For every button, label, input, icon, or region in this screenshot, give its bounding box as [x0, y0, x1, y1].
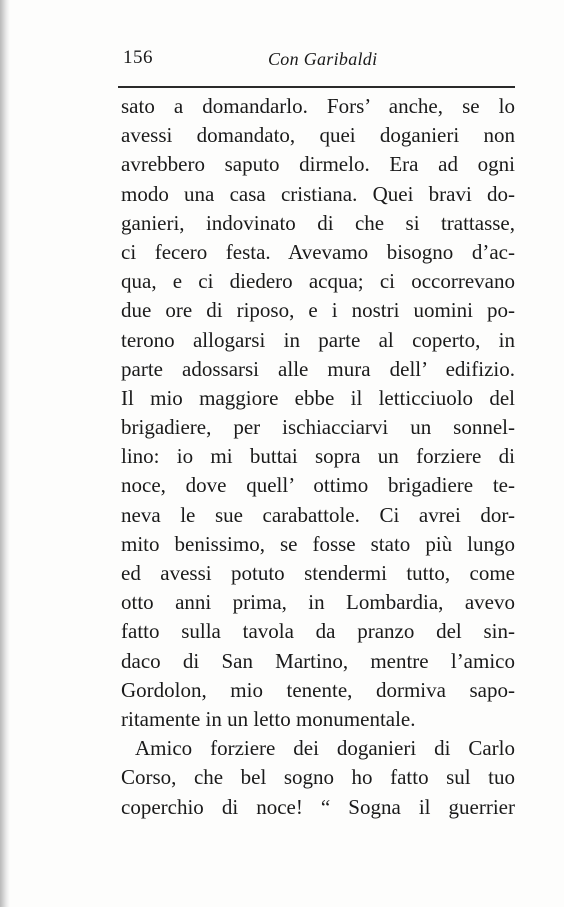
text-line: coperchio di noce! “ Sogna il guerrier — [121, 794, 515, 819]
text-line: noce, dove quell’ ottimo brigadiere te- — [121, 473, 515, 498]
text-line: avrebbero saputo dirmelo. Era ad ogni — [121, 152, 515, 177]
text-line: parte adossarsi alle mura dell’ edifizio. — [121, 356, 515, 381]
text-line: avessi domandato, quei doganieri non — [121, 123, 515, 148]
text-line: Gordolon, mio tenente, dormiva sapo- — [121, 677, 515, 702]
text-line: lino: io mi buttai sopra un forziere di — [121, 444, 515, 469]
text-line: Corso, che bel sogno ho fatto sul tuo — [121, 765, 515, 790]
text-line: ganieri, indovinato di che si trattasse, — [121, 210, 515, 235]
text-line: due ore di riposo, e i nostri uomini po- — [121, 298, 515, 323]
text-line: neva le sue carabattole. Ci avrei dor- — [121, 502, 515, 527]
text-line: sato a domandarlo. Fors’ anche, se lo — [121, 94, 515, 118]
text-line: ed avessi potuto stendermi tutto, come — [121, 561, 515, 585]
page-binding-shadow — [0, 0, 10, 907]
text-line: fatto sulla tavola da pranzo del sin- — [121, 619, 515, 644]
text-line: brigadiere, per ischiacciarvi un sonnel- — [121, 415, 515, 440]
text-line: qua, e ci diedero acqua; ci occorrevano — [121, 269, 515, 294]
body-text — [121, 92, 515, 822]
text-line: Amico forziere dei doganieri di Carlo — [135, 736, 515, 761]
page-number: 156 — [123, 47, 153, 68]
text-line: terono allogarsi in parte al coperto, in — [121, 327, 515, 352]
page-header — [123, 47, 513, 73]
text-line: daco di San Martino, mentre l’amico — [121, 648, 515, 673]
text-line: ritamente in un letto monumentale. — [121, 706, 416, 731]
text-line: mito benissimo, se fosse stato più lungo — [121, 531, 515, 556]
text-line: ci fecero festa. Avevamo bisogno d’ac- — [121, 239, 515, 264]
running-title: Con Garibaldi — [268, 49, 378, 69]
header-rule — [118, 86, 515, 88]
text-line: otto anni prima, in Lombardia, avevo — [121, 590, 515, 615]
text-line: Il mio maggiore ebbe il letticciuolo del — [121, 385, 515, 410]
text-line: modo una casa cristiana. Quei bravi do- — [121, 181, 515, 206]
